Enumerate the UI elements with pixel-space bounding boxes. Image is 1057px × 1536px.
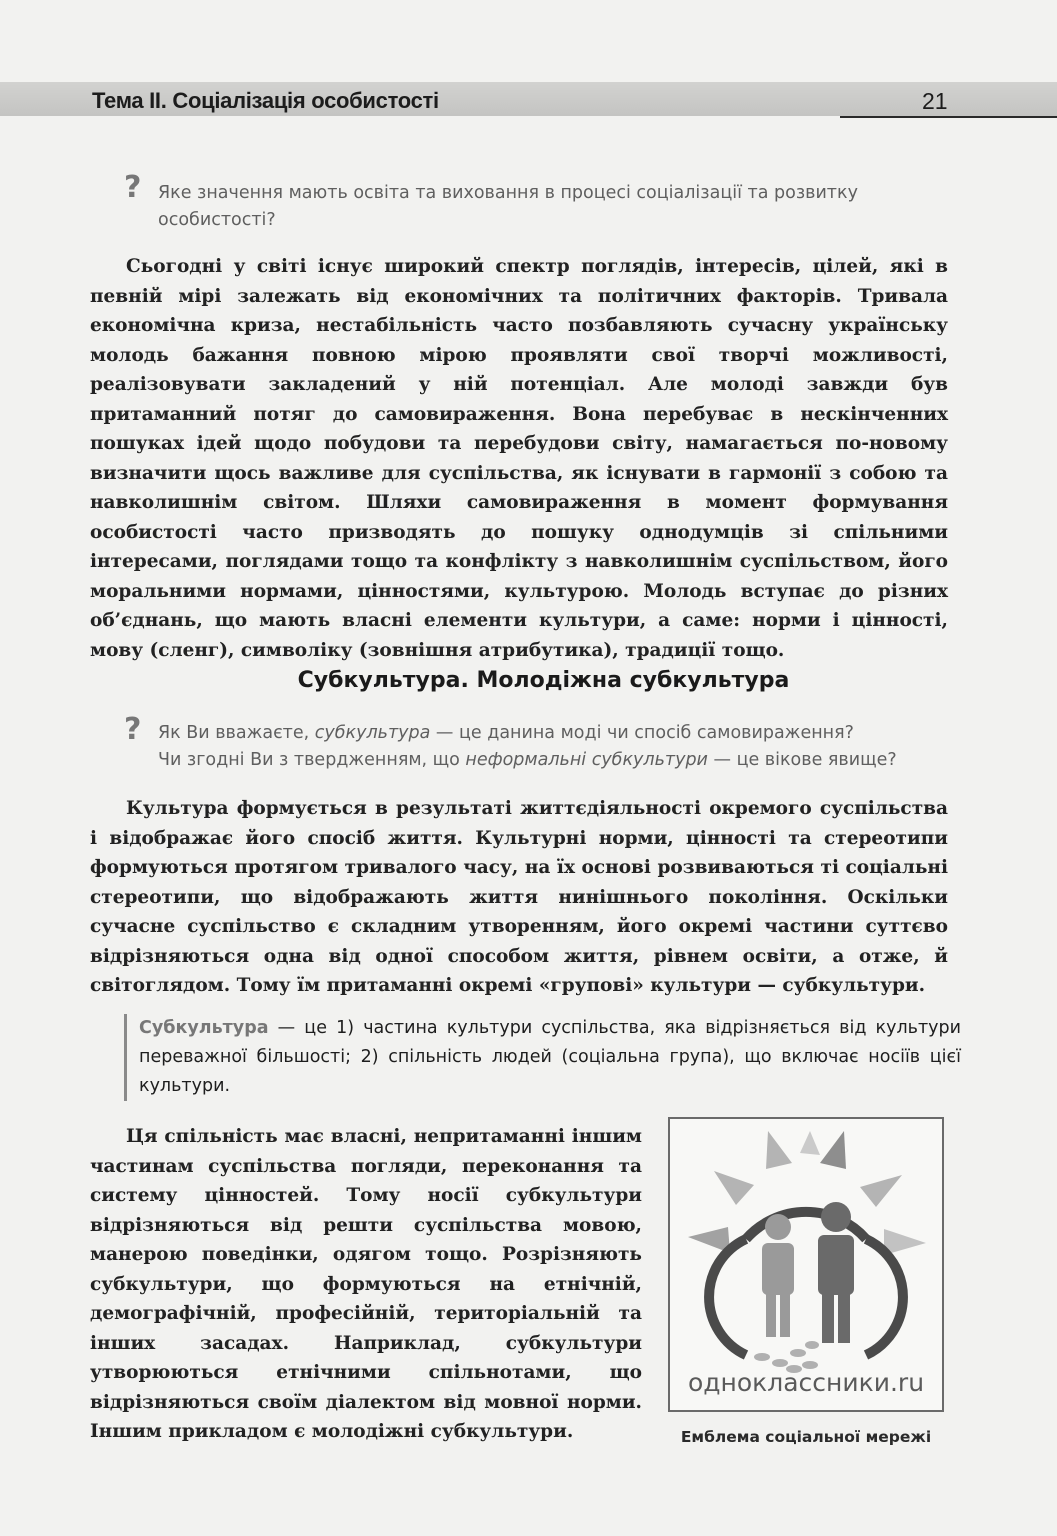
- question-2-line-1: [158, 720, 958, 747]
- paragraph-3: Ця спільність має власні, непритаманні іншим частинам суспільства погляди, переконання та систему цінностей. Тому носії субкультури відрізняються від решти суспільства мовою, манерою поведінки, одягом тощо. Розрізняють субкультури, що формуються на етнічній, демографічній, професійній, територіальній та інших засадах. Наприклад, субкультури утворюються етнічними спільнотами, що відрізняються своїм діалектом від мовної норми. Іншим прикладом є молодіжні субкультури.: [90, 1126, 642, 1442]
- question-2: [158, 720, 958, 774]
- question-2-emphasis: субкультура: [314, 723, 431, 743]
- person-icon: [762, 1214, 794, 1337]
- question-2-text: — це данина моді чи спосіб самовираження?: [430, 723, 854, 743]
- page-number: 21: [922, 88, 948, 114]
- question-2-line-2: [158, 747, 958, 774]
- sun-ray-icon: [860, 1175, 902, 1207]
- question-mark-icon: ?: [124, 712, 142, 747]
- section-heading: Субкультура. Молодіжна субкультура: [297, 668, 790, 693]
- question-2-text: Як Ви вважаєте,: [158, 723, 315, 743]
- question-2-text: Чи згодні Ви з твердженням, що: [158, 750, 466, 770]
- emblem-figure: [668, 1117, 944, 1412]
- sun-ray-icon: [766, 1131, 792, 1169]
- header-title: Тема II. Соціалізація особистості: [92, 88, 439, 113]
- definition-text: — це 1) частина культури суспільства, яка відрізняється від культури переважної більшості; 2) спільність людей (соціальна група), що включає носіїв цієї культури.: [139, 1018, 961, 1096]
- question-1-line-1: Яке значення мають освіта та виховання в процесі соціалізації та розвитку: [158, 183, 858, 203]
- paragraph-2: Культура формується в результаті життєдіяльності окремого суспільства і відображає його спосіб життя. Культурні норми, цінності та стереотипи формуються протягом тривалого часу, на їх основі розвиваються ті соціальні стереотипи, що відображають життя нинішнього покоління. Оскільки сучасне суспільство є складним утворенням, його окремі частини суттєво відрізняються одна від одної способом життя, рівнем освіти, а отже, й світоглядом. Тому їм притаманні окремі «групові» культури — субкультури.: [90, 798, 948, 996]
- question-mark-icon: ?: [124, 170, 142, 205]
- question-1-line-2: особистості?: [158, 210, 276, 230]
- sun-ray-icon: [820, 1131, 846, 1169]
- social-network-logo: [670, 1119, 942, 1410]
- logo-text: одноклассники.ru: [687, 1368, 925, 1397]
- arch-icon: [709, 1239, 903, 1355]
- person-icon: [818, 1202, 854, 1343]
- question-1: [158, 180, 958, 234]
- figure-caption: Емблема соціальної мережі: [680, 1428, 932, 1446]
- sun-ray-icon: [800, 1131, 820, 1155]
- question-2-emphasis: неформальні субкультури: [465, 750, 708, 770]
- sun-ray-icon: [714, 1171, 754, 1205]
- header-rule: [840, 116, 1057, 118]
- paragraph-1: Сьогодні у світі існує широкий спектр поглядів, інтересів, цілей, які в певній мірі залежать від економічних та політичних факторів. Тривала економічна криза, нестабільність часто позбавляють сучасну українську молодь бажання повною мірою проявляти свої творчі можливості, реалізовувати закладений у ній потенціал. Але молоді завжди був притаманний потяг до самовираження. Вона перебуває в нескінченних пошуках ідей щодо побудови та перебудови світу, намагається по-новому визначити щось важливе для суспільства, як існувати в гармонії з собою та навколишнім світом. Шляхи самовираження в момент формування особистості часто призводять до пошуку однодумців зі спільними інтересами, поглядами тощо та конфлікту з навколишнім суспільством, його моральними нормами, цінностями, культурою. Молодь вступає до різних об’єднань, що мають власні елементи культури, а саме: норми і цінності, мову (сленг), символіку (зовнішня атрибутика), традиції тощо.: [90, 256, 948, 661]
- definition-block: [124, 1014, 961, 1101]
- question-2-text: — це вікове явище?: [707, 750, 897, 770]
- definition-term: Субкультура: [139, 1018, 269, 1038]
